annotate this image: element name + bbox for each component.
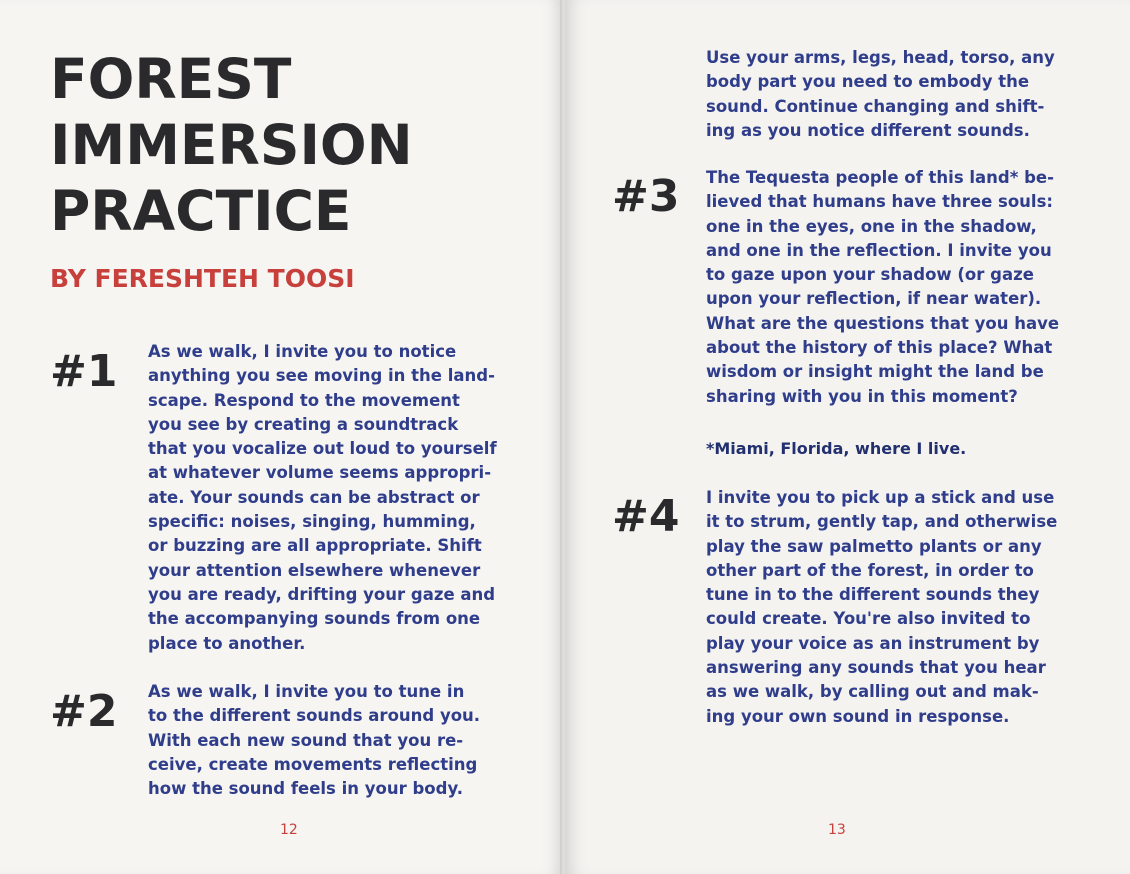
text-line: play your voice as an instrument by	[706, 633, 1040, 653]
page-number: 13	[828, 822, 846, 838]
text-line: play the saw palmetto plants or any	[706, 536, 1042, 556]
left-page	[0, 0, 562, 874]
section-1-number: #1	[50, 346, 118, 397]
text-line: wisdom or insight might the land be	[706, 362, 1044, 382]
page-title	[50, 46, 413, 244]
text-line: and one in the reflection. I invite you	[706, 240, 1052, 260]
text-line: you see by creating a soundtrack	[148, 414, 459, 434]
section-2-number: #2	[50, 686, 118, 737]
text-line: specific: noises, singing, humming,	[148, 512, 476, 532]
text-line: at whatever volume seems appropri-	[148, 463, 492, 483]
section-3-text	[706, 166, 1059, 409]
section-4-text	[706, 486, 1057, 729]
title-line: IMMERSION	[50, 113, 413, 177]
text-line: that you vocalize out loud to yourself	[148, 439, 497, 459]
text-line: body part you need to embody the	[706, 72, 1030, 92]
text-line: What are the questions that you have	[706, 313, 1060, 333]
text-line: other part of the forest, in order to	[706, 560, 1034, 580]
text-line: your attention elsewhere whenever	[148, 560, 481, 580]
section-2-text	[148, 680, 480, 801]
text-line: could create. You're also invited to	[706, 609, 1031, 629]
author-byline: BY FERESHTEH TOOSI	[50, 264, 355, 293]
text-line: sound. Continue changing and shift-	[706, 96, 1045, 116]
footnote: *Miami, Florida, where I live.	[706, 439, 967, 458]
text-line: about the history of this place? What	[706, 338, 1053, 358]
text-line: As we walk, I invite you to tune in	[148, 682, 465, 701]
text-line: The Tequesta people of this land* be-	[706, 168, 1054, 187]
text-line: place to another.	[148, 633, 306, 653]
text-line: Use your arms, legs, head, torso, any	[706, 48, 1055, 67]
title-line: FOREST	[50, 47, 292, 111]
text-line: you are ready, drifting your gaze and	[148, 584, 496, 604]
text-line: one in the eyes, one in the shadow,	[706, 216, 1037, 236]
text-line: sharing with you in this moment?	[706, 386, 1018, 406]
text-line: I invite you to pick up a stick and use	[706, 488, 1055, 507]
text-line: how the sound feels in your body.	[148, 779, 463, 799]
text-line: as we walk, by calling out and mak-	[706, 682, 1039, 702]
text-line: to gaze upon your shadow (or gaze	[706, 265, 1034, 285]
text-line: upon your reflection, if near water).	[706, 289, 1042, 309]
text-line: it to strum, gently tap, and otherwise	[706, 512, 1058, 532]
text-line: ing your own sound in response.	[706, 706, 1010, 726]
section-1-text	[148, 340, 497, 656]
section-3-number: #3	[612, 171, 680, 222]
text-line: ceive, create movements reflecting	[148, 754, 478, 774]
right-page	[566, 0, 1130, 874]
text-line: scape. Respond to the movement	[148, 390, 460, 410]
text-line: answering any sounds that you hear	[706, 658, 1046, 678]
text-line: tune in to the different sounds they	[706, 585, 1040, 605]
title-line: PRACTICE	[50, 179, 352, 243]
page-number: 12	[280, 822, 298, 838]
section-4-number: #4	[612, 491, 680, 542]
text-line: or buzzing are all appropriate. Shift	[148, 536, 482, 556]
section-2-continued-text	[706, 46, 1055, 143]
text-line: ate. Your sounds can be abstract or	[148, 487, 480, 507]
text-line: the accompanying sounds from one	[148, 609, 481, 629]
text-line: As we walk, I invite you to notice	[148, 342, 457, 361]
text-line: anything you see moving in the land-	[148, 366, 495, 386]
text-line: With each new sound that you re-	[148, 730, 464, 750]
text-line: to the different sounds around you.	[148, 706, 481, 726]
text-line: ing as you notice different sounds.	[706, 120, 1030, 140]
text-line: lieved that humans have three souls:	[706, 192, 1053, 212]
